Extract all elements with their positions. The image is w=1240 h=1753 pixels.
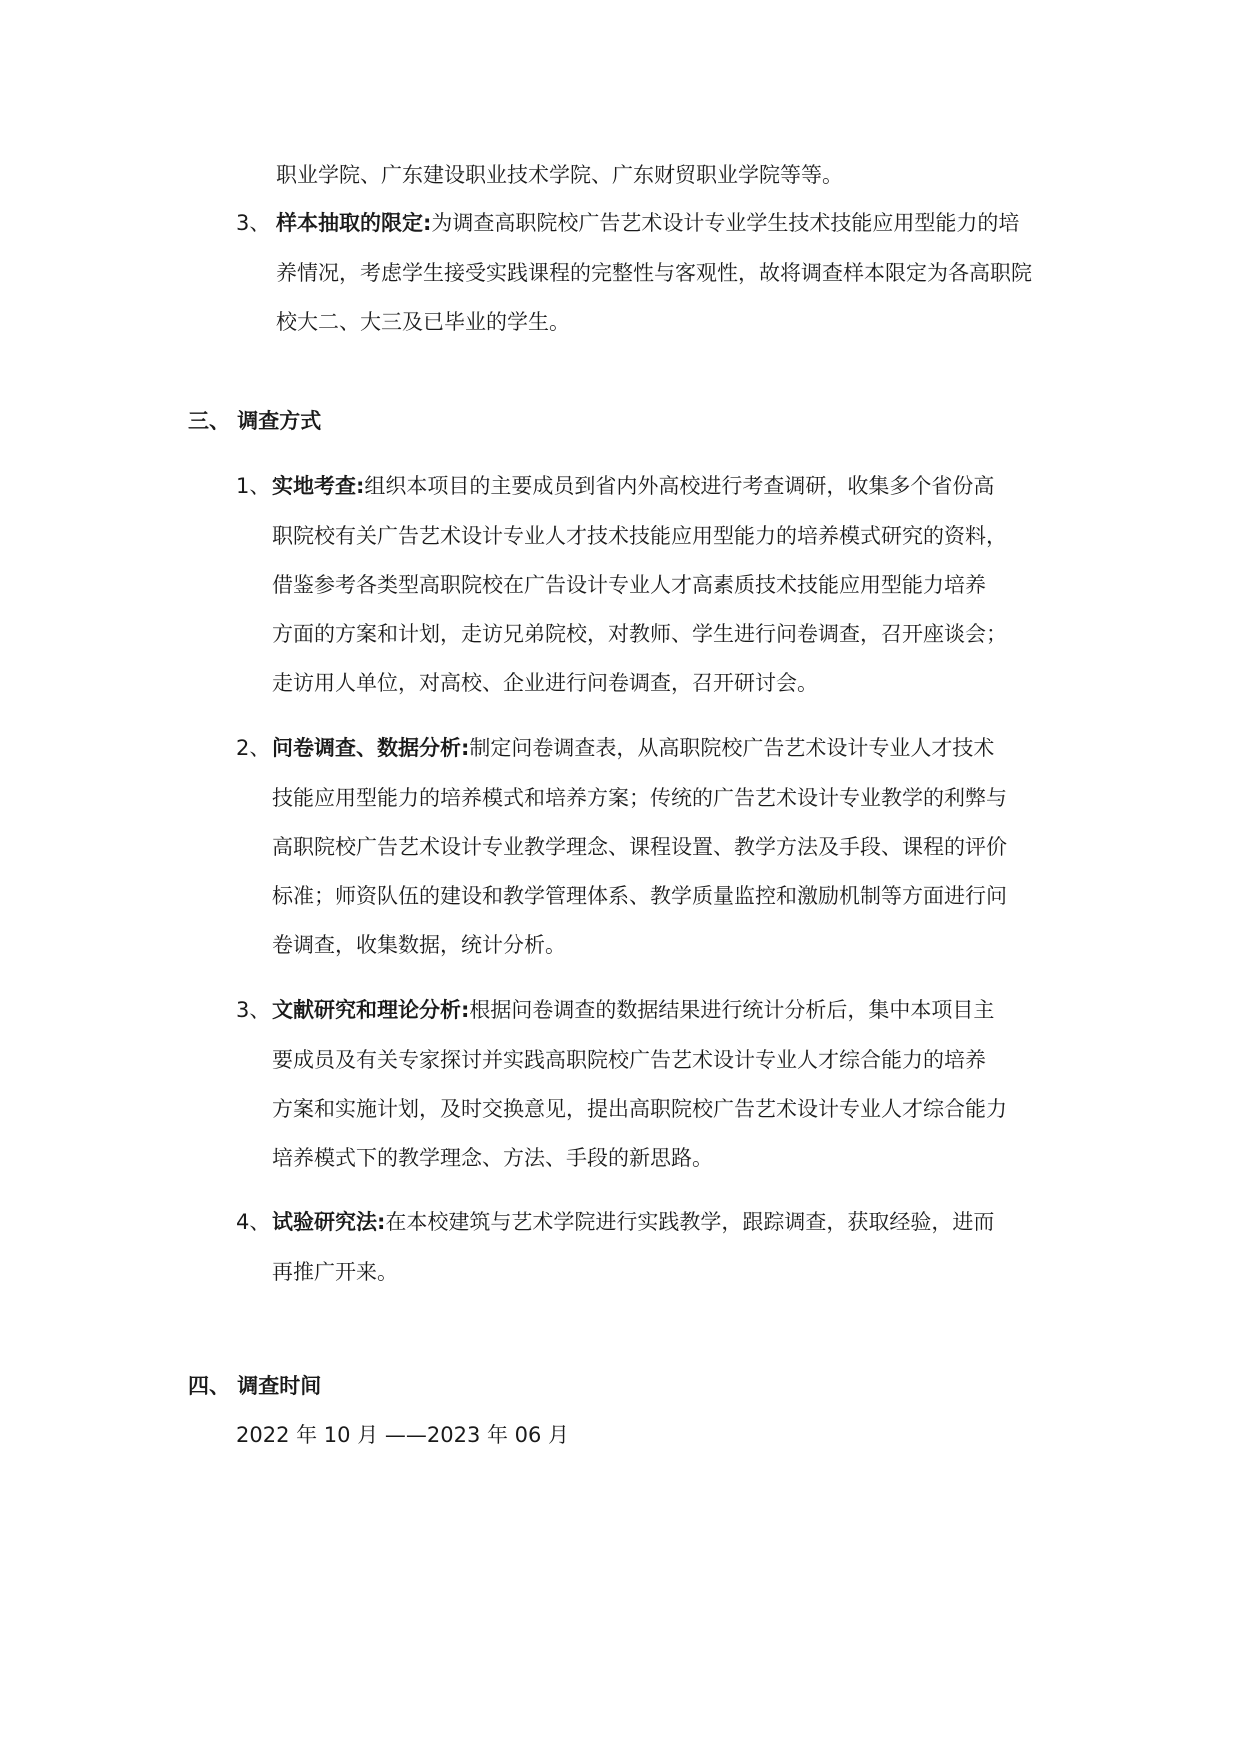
paragraph-line xyxy=(272,733,994,763)
item-text: 组织本项目的主要成员到省内外高校进行考查调研，收集多个省份高 xyxy=(364,474,995,498)
item-number: 4、 xyxy=(236,1210,271,1234)
paragraph-line: 借鉴参考各类型高职院校在广告设计专业人才高素质技术技能应用型能力培养 xyxy=(272,573,986,597)
item-label: 试验研究法: xyxy=(272,1210,386,1234)
paragraph-line: 卷调查，收集数据，统计分析。 xyxy=(272,933,566,957)
paragraph-line: 再推广开来。 xyxy=(272,1260,398,1284)
paragraph-line: 技能应用型能力的培养模式和培养方案；传统的广告艺术设计专业教学的利弊与 xyxy=(272,786,1007,810)
paragraph-line: 培养模式下的教学理念、方法、手段的新思路。 xyxy=(272,1146,713,1170)
item-number: 3、 xyxy=(236,998,271,1022)
item-number: 2、 xyxy=(236,736,271,760)
paragraph-line: 走访用人单位，对高校、企业进行问卷调查，召开研讨会。 xyxy=(272,671,818,695)
paragraph-line xyxy=(272,1207,994,1237)
paragraph-line: 要成员及有关专家探讨并实践高职院校广告艺术设计专业人才综合能力的培养 xyxy=(272,1048,986,1072)
item-text: 制定问卷调查表，从高职院校广告艺术设计专业人才技术 xyxy=(469,736,995,760)
survey-period: 2022 年 10 月 ——2023 年 06 月 xyxy=(236,1423,570,1447)
paragraph-line: 校大二、大三及已毕业的学生。 xyxy=(276,310,570,334)
paragraph-line xyxy=(272,995,994,1025)
item-number: 1、 xyxy=(236,474,271,498)
paragraph-line: 标准；师资队伍的建设和教学管理体系、教学质量监控和激励机制等方面进行问 xyxy=(272,884,1007,908)
item-label: 问卷调查、数据分析: xyxy=(272,736,470,760)
item-label: 文献研究和理论分析: xyxy=(272,998,470,1022)
paragraph-line xyxy=(272,471,994,501)
section-heading: 四、 调查时间 xyxy=(188,1374,322,1398)
item-text: 为调查高职院校广告艺术设计专业学生技术技能应用型能力的培 xyxy=(431,211,1020,235)
item-text: 在本校建筑与艺术学院进行实践教学，跟踪调查，获取经验，进而 xyxy=(385,1210,995,1234)
item-label: 样本抽取的限定: xyxy=(276,211,432,235)
paragraph-line: 职院校有关广告艺术设计专业人才技术技能应用型能力的培养模式研究的资料， xyxy=(272,524,1007,548)
item-text: 根据问卷调查的数据结果进行统计分析后，集中本项目主 xyxy=(469,998,995,1022)
paragraph-line: 高职院校广告艺术设计专业教学理念、课程设置、教学方法及手段、课程的评价 xyxy=(272,835,1007,859)
item-number: 3、 xyxy=(236,211,271,235)
section-heading: 三、 调查方式 xyxy=(188,409,322,433)
paragraph-line: 职业学院、广东建设职业技术学院、广东财贸职业学院等等。 xyxy=(276,163,843,187)
paragraph-line xyxy=(276,208,1019,238)
paragraph-line: 方面的方案和计划，走访兄弟院校，对教师、学生进行问卷调查，召开座谈会； xyxy=(272,622,1007,646)
item-label: 实地考查: xyxy=(272,474,365,498)
paragraph-line: 养情况，考虑学生接受实践课程的完整性与客观性，故将调查样本限定为各高职院 xyxy=(276,261,1032,285)
paragraph-line: 方案和实施计划，及时交换意见，提出高职院校广告艺术设计专业人才综合能力 xyxy=(272,1097,1007,1121)
